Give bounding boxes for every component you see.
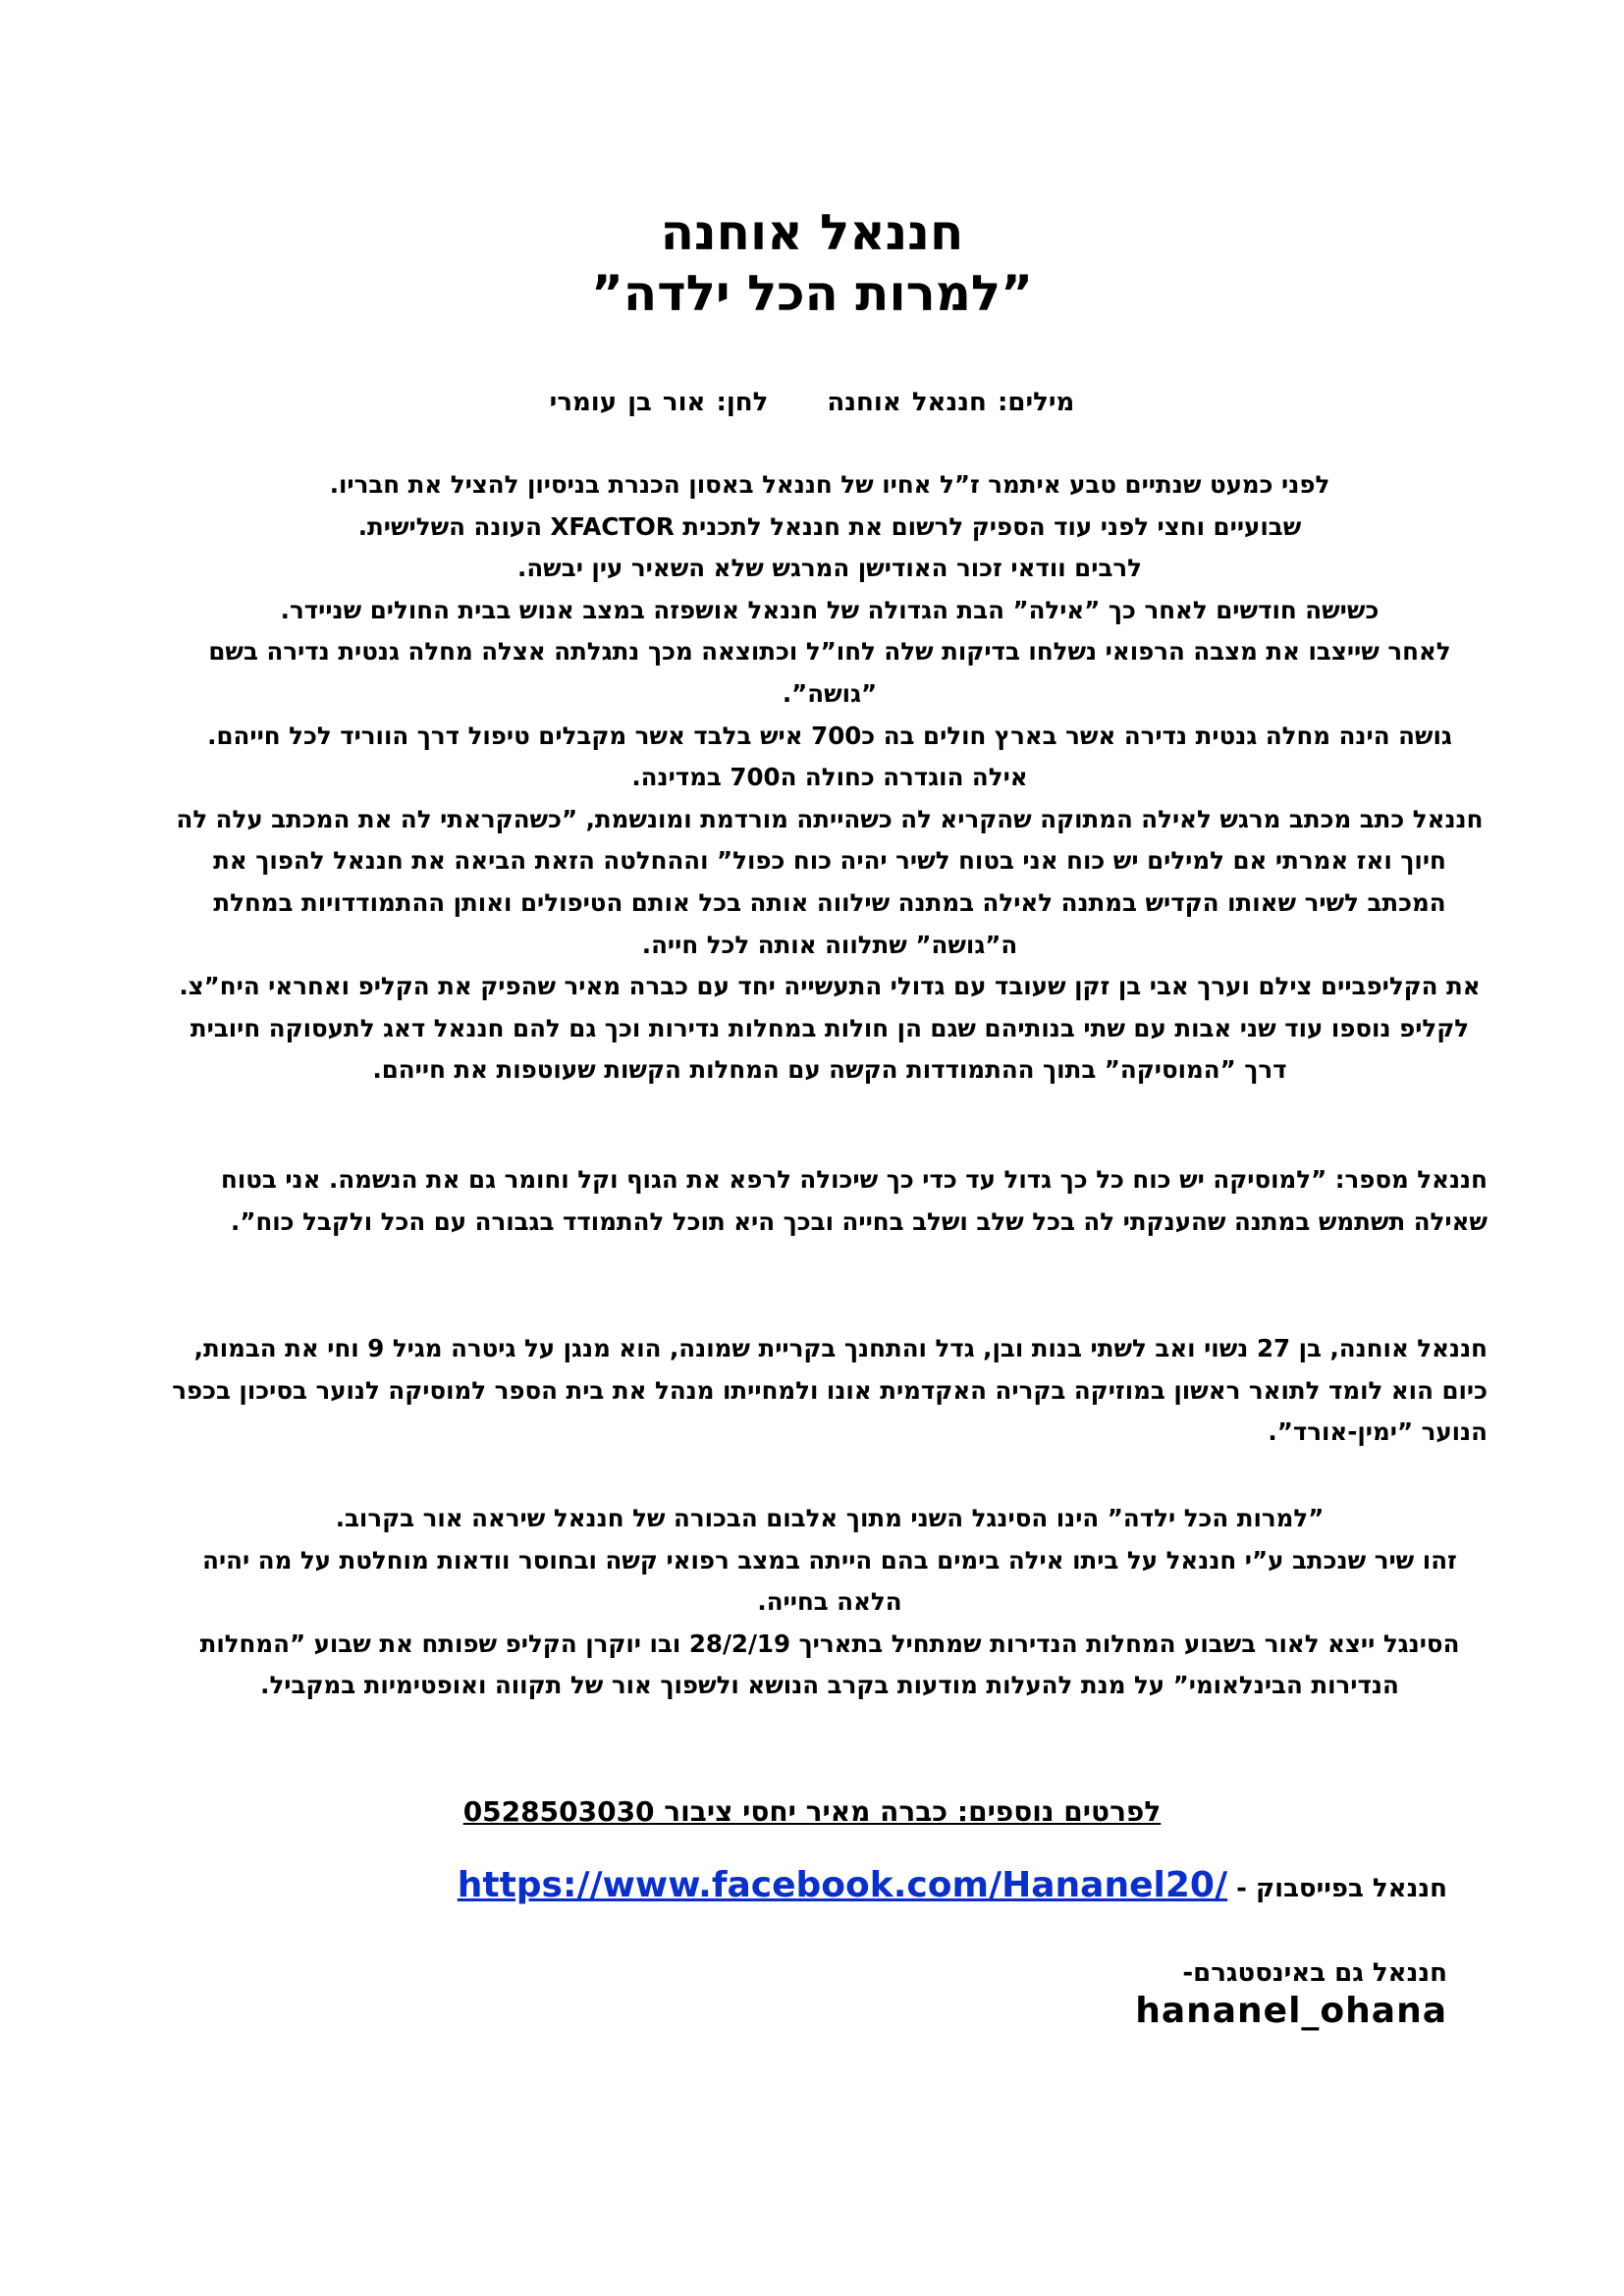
- story-paragraph: שבועיים וחצי לפני עוד הספיק לרשום את חננאל לתכנית XFACTOR העונה השלישית.: [357, 511, 1302, 541]
- single-section: [196, 1498, 1463, 1707]
- facebook-line: [458, 1861, 1447, 1913]
- story-paragraph: אילה הוגדרה כחולה ה700 במדינה.: [631, 763, 1028, 792]
- artist-quote: חננאל מספר: ”למוסיקה יש כוח כל כך גדול עד כדי כך שיכולה לרפא את הגוף וקל וחומר גם את הנשמה. אני בטוח שאילה תשתמש במתנה שהענקתי לה בכל שלב ושלב בחייה ובכך היא תוכל להתמודד בגבורה עם הכל ולקבל כוח”.: [220, 1165, 1488, 1236]
- single-paragraph: זהו שיר שנכתב ע”י חננאל על ביתו אילה בימים בהם הייתה במצב רפואי קשה ובחוסר וודאות מוחלטת על מה יהיה הלאה בחייה.: [202, 1545, 1457, 1617]
- story-paragraph: לאחר שייצבו את מצבה הרפואי נשלחו בדיקות שלה לחו”ל וכתוצאה מכך נתגלתה אצלה מחלה גנטית נדירה בשם ”גושה”.: [208, 637, 1451, 708]
- song-title: ”למרות הכל ילדה”: [590, 265, 1034, 322]
- facebook-label: חננאל בפייסבוק -: [1236, 1874, 1447, 1903]
- story-paragraph: חננאל כתב מכתב מרגש לאילה המתוקה שהקריא לה כשהייתה מורדמת ומונשמת, ”כשהקראתי לה את המכתב עלה לה חיוך ואז אמרתי אם למילים יש כוח אני בטוח לשיר יהיה כוח כפול” וההחלטה הזאת הביאה את חננאל להפוך את המכתב לשיר שאותו הקדיש במתנה לאילה במתנה שילווה אותה בכל אותם הטיפולים ואותן ההתמודדויות במחלת ה”גושה” שתלווה אותה לכל חייה.: [176, 804, 1484, 959]
- lyrics-credit: מילים: חננאל אוחנה: [827, 388, 1075, 417]
- story-paragraph: את הקליפביים צילם וערך אבי בן זקן שעובד עם גדולי התעשייה יחד עם כברה מאיר שהפיק את הקליפ ואחראי היח”צ.: [179, 972, 1481, 1001]
- facebook-link[interactable]: https://www.facebook.com/Hananel20/: [457, 1865, 1228, 1905]
- contact-line: לפרטים נוספים: כברה מאיר יחסי ציבור 0528503030: [462, 1795, 1162, 1828]
- single-paragraph: הסינגל ייצא לאור בשבוע המחלות הנדירות שמתחיל בתאריך 28/2/19 ובו יוקרן הקליפ שפותח את שבוע ”המחלות הנדירות הבינלאומי” על מנת להעלות מודעות בקרב הנושא ולשפוך אור של תקווה ואופטימיות במקביל.: [199, 1629, 1460, 1700]
- story-paragraph: לרבים וודאי זכור האודישן המרגש שלא השאיר עין יבשה.: [517, 554, 1142, 583]
- story-paragraph: לקליפ נוספו עוד שני אבות עם שתי בנותיהם שגם הן חולות במחלות נדירות וכך גם להם חננאל דאג לתעסוקה חיובית דרך ”המוסיקה” בתוך ההתמודדות הקשה עם המחלות הקשות שעוטפות את חייהם.: [189, 1013, 1470, 1085]
- instagram-handle: hananel_ohana: [1135, 1991, 1447, 2031]
- story-paragraph: גושה הינה מחלה גנטית נדירה אשר בארץ חולים בה כ700 איש בלבד אשר מקבלים טיפול דרך הווריד לכל חייהם.: [207, 721, 1452, 750]
- music-credit: לחן: אור בן עומרי: [549, 388, 769, 417]
- instagram-label: חננאל גם באינסטגרם-: [1182, 1958, 1447, 1988]
- artist-name: חננאל אוחנה: [660, 204, 964, 261]
- story-section: [172, 464, 1488, 1092]
- story-paragraph: לפני כמעט שנתיים טבע איתמר ז”ל אחיו של חננאל באסון הכנרת בניסיון להציל את חבריו.: [329, 470, 1330, 499]
- song-credits: [157, 385, 1467, 420]
- artist-bio: חננאל אוחנה, בן 27 נשוי ואב לשתי בנות ובן, גדל והתחנך בקריית שמונה, הוא מנגן על גיטרה מגיל 9 וחי את הבמות, כיום הוא לומד לתואר ראשון במוזיקה בקריה האקדמית אונו ולמחייתו מנהל את בית הספר למוסיקה לנוער בסיכון בכפר הנוער ”ימין-אורד”.: [172, 1334, 1488, 1447]
- story-paragraph: כשישה חודשים לאחר כך ”אילה” הבת הגדולה של חננאל אושפזה במצב אנוש בבית החולים שניידר.: [280, 595, 1380, 624]
- single-paragraph: ”למרות הכל ילדה” הינו הסינגל השני מתוך אלבום הבכורה של חננאל שיראה אור בקרוב.: [335, 1504, 1325, 1532]
